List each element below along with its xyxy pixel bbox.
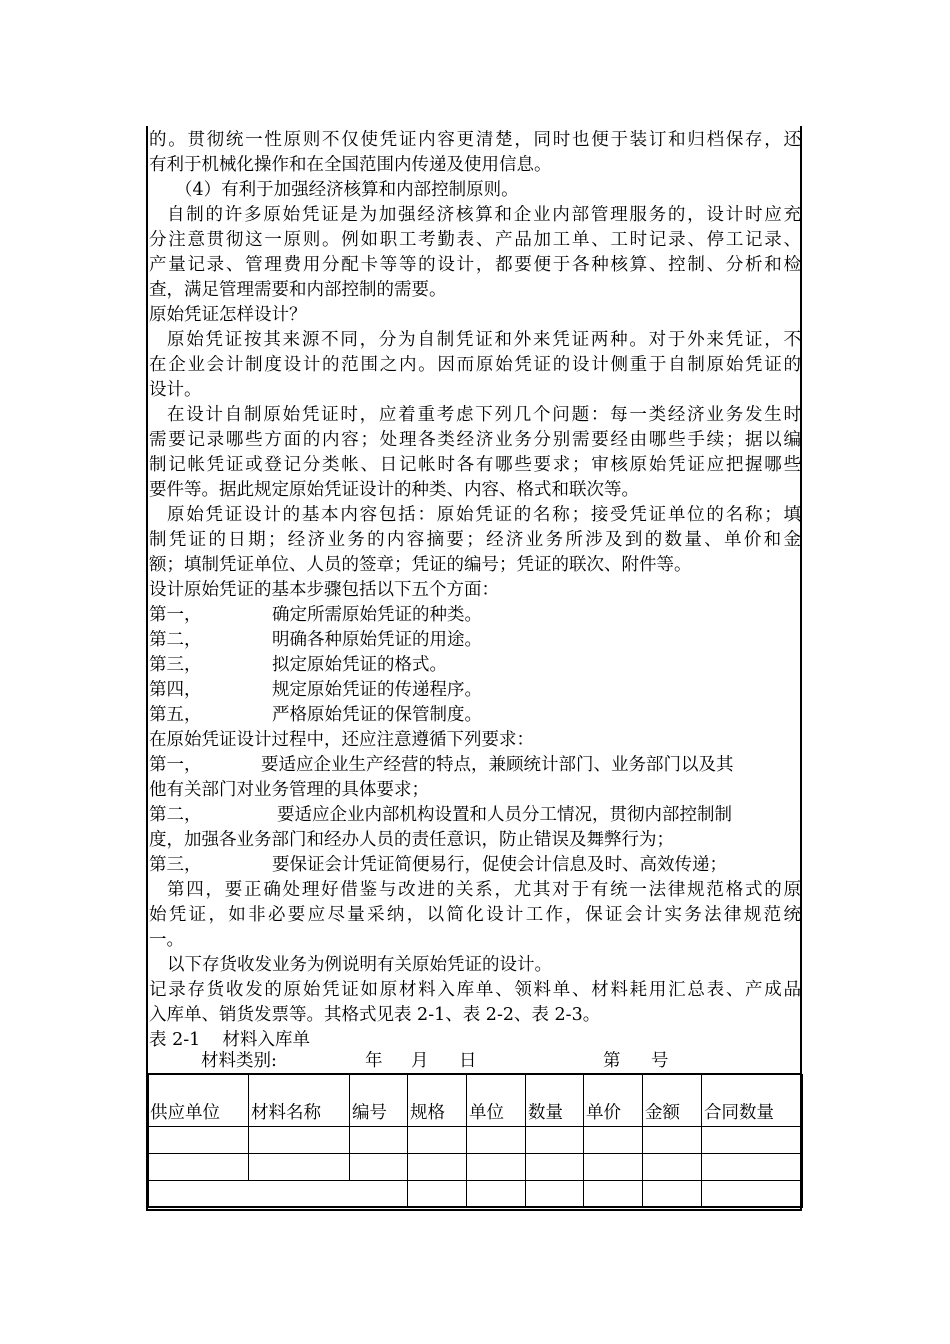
table-cell[interactable] — [408, 1154, 467, 1181]
body-line: 的。贯彻统一性原则不仅使凭证内容更清楚，同时也便于装订和归档保存，还 — [149, 130, 801, 150]
table-cell[interactable] — [350, 1127, 408, 1154]
column-header: 数量 — [526, 1075, 584, 1127]
body-line: 记录存货收发的原始凭证如原材料入库单、领料单、材料耗用汇总表、产成品 — [149, 980, 801, 1000]
requirement-item — [149, 803, 801, 828]
month-label: 月 — [411, 1051, 429, 1071]
table-cell[interactable] — [643, 1154, 702, 1181]
requirement-label: 第二， — [149, 805, 202, 825]
column-header: 材料名称 — [249, 1075, 350, 1127]
body-line: 要件等。据此规定原始凭证设计的种类、内容、格式和联次等。 — [149, 480, 639, 500]
column-header: 合同数量 — [702, 1075, 803, 1127]
table-cell[interactable] — [350, 1154, 408, 1181]
table-cell[interactable] — [467, 1154, 526, 1181]
body-line: 需要记录哪些方面的内容；处理各类经济业务分别需要经由哪些手续；据以编 — [149, 430, 801, 450]
number-prefix-label: 第 — [603, 1051, 621, 1071]
step-text: 拟定原始凭证的格式。 — [272, 655, 447, 675]
table-total-row — [148, 1181, 803, 1208]
body-line: 始凭证，如非必要应尽量采纳，以简化设计工作，保证会计实务法律规范统 — [149, 905, 801, 925]
body-line: 在设计自制原始凭证时，应着重考虑下列几个问题：每一类经济业务发生时 — [167, 405, 801, 425]
material-receipt-table — [147, 1074, 803, 1208]
step-label: 第四， — [149, 680, 202, 700]
table-row — [148, 1127, 803, 1154]
step-text: 规定原始凭证的传递程序。 — [272, 680, 482, 700]
section-heading: （4）有利于加强经济核算和内部控制原则。 — [175, 180, 519, 200]
body-line: 一。 — [149, 930, 184, 950]
body-line: 制记帐凭证或登记分类帐、日记帐时各有哪些要求；审核原始凭证应把握哪些 — [149, 455, 801, 475]
table-cell[interactable] — [702, 1181, 803, 1208]
body-line: 产量记录、管理费用分配卡等等的设计，都要便于各种核算、控制、分析和检 — [149, 255, 801, 275]
body-line: 原始凭证按其来源不同，分为自制凭证和外来凭证两种。对于外来凭证，不 — [167, 330, 801, 350]
table-cell[interactable] — [148, 1181, 408, 1208]
table-cell[interactable] — [702, 1127, 803, 1154]
body-line: 他有关部门对业务管理的具体要求； — [149, 780, 429, 800]
step-label: 第一， — [149, 605, 202, 625]
requirement-label: 第一， — [149, 755, 202, 775]
step-text: 确定所需原始凭证的种类。 — [272, 605, 482, 625]
table-cell[interactable] — [249, 1154, 350, 1181]
table-cell[interactable] — [584, 1127, 643, 1154]
table-cell[interactable] — [408, 1181, 467, 1208]
requirement-text: 要适应企业生产经营的特点，兼顾统计部门、业务部门以及其 — [261, 755, 734, 775]
body-line: 入库单、销货发票等。其格式见表 2-1、表 2-2、表 2-3。 — [149, 1005, 601, 1025]
table-cell[interactable] — [467, 1127, 526, 1154]
column-header: 编号 — [350, 1075, 408, 1127]
table-cell[interactable] — [643, 1127, 702, 1154]
column-header: 单价 — [584, 1075, 643, 1127]
body-line: 在原始凭证设计过程中，还应注意遵循下列要求： — [149, 730, 534, 750]
number-suffix-label: 号 — [651, 1051, 669, 1071]
body-line: 额；填制凭证单位、人员的签章；凭证的编号；凭证的联次、附件等。 — [149, 555, 692, 575]
requirement-text: 要保证会计凭证简便易行，促使会计信息及时、高效传递； — [272, 855, 727, 875]
table-cell[interactable] — [148, 1154, 249, 1181]
table-cell[interactable] — [643, 1181, 702, 1208]
column-header: 规格 — [408, 1075, 467, 1127]
step-text: 严格原始凭证的保管制度。 — [272, 705, 482, 725]
body-line: 在企业会计制度设计的范围之内。因而原始凭证的设计侧重于自制原始凭证的 — [149, 355, 801, 375]
body-line: 设计原始凭证的基本步骤包括以下五个方面： — [149, 580, 499, 600]
body-line: 查，满足管理需要和内部控制的需要。 — [149, 280, 447, 300]
table-cell[interactable] — [148, 1127, 249, 1154]
table-cell[interactable] — [408, 1127, 467, 1154]
requirement-text: 要适应企业内部机构设置和人员分工情况，贯彻内部控制制 — [277, 805, 732, 825]
requirement-item — [149, 853, 801, 878]
body-line: 自制的许多原始凭证是为加强经济核算和企业内部管理服务的，设计时应充 — [167, 205, 801, 225]
column-header: 金额 — [643, 1075, 702, 1127]
step-label: 第三， — [149, 655, 202, 675]
requirement-item — [149, 753, 801, 778]
body-line: 有利于机械化操作和在全国范围内传递及使用信息。 — [149, 155, 552, 175]
requirement-label: 第三， — [149, 855, 202, 875]
table-caption: 表 2-1 材料入库单 — [149, 1030, 310, 1050]
material-category-label: 材料类别: — [201, 1051, 277, 1071]
column-header: 供应单位 — [148, 1075, 249, 1127]
table-cell[interactable] — [702, 1154, 803, 1181]
table-header-row — [148, 1075, 803, 1127]
step-label: 第二， — [149, 630, 202, 650]
body-line: 以下存货收发业务为例说明有关原始凭证的设计。 — [167, 955, 552, 975]
body-line: 原始凭证设计的基本内容包括：原始凭证的名称；接受凭证单位的名称；填 — [167, 505, 801, 525]
body-line: 设计。 — [149, 380, 202, 400]
table-cell[interactable] — [584, 1181, 643, 1208]
body-line: 制凭证的日期；经济业务的内容摘要；经济业务所涉及到的数量、单价和金 — [149, 530, 801, 550]
body-line: 分注意贯彻这一原则。例如职工考勤表、产品加工单、工时记录、停工记录、 — [149, 230, 801, 250]
table-cell[interactable] — [526, 1181, 584, 1208]
table-cell[interactable] — [526, 1154, 584, 1181]
body-line: 第四，要正确处理好借鉴与改进的关系，尤其对于有统一法律规范格式的原 — [167, 880, 801, 900]
table-cell[interactable] — [249, 1127, 350, 1154]
day-label: 日 — [459, 1051, 477, 1071]
table-row — [148, 1154, 803, 1181]
step-text: 明确各种原始凭证的用途。 — [272, 630, 482, 650]
column-header: 单位 — [467, 1075, 526, 1127]
table-cell[interactable] — [584, 1154, 643, 1181]
table-cell[interactable] — [526, 1127, 584, 1154]
year-label: 年 — [365, 1051, 383, 1071]
table-cell[interactable] — [467, 1181, 526, 1208]
question-heading: 原始凭证怎样设计？ — [149, 305, 307, 325]
step-label: 第五， — [149, 705, 202, 725]
body-line: 度，加强各业务部门和经办人员的责任意识，防止错误及舞弊行为； — [149, 830, 674, 850]
